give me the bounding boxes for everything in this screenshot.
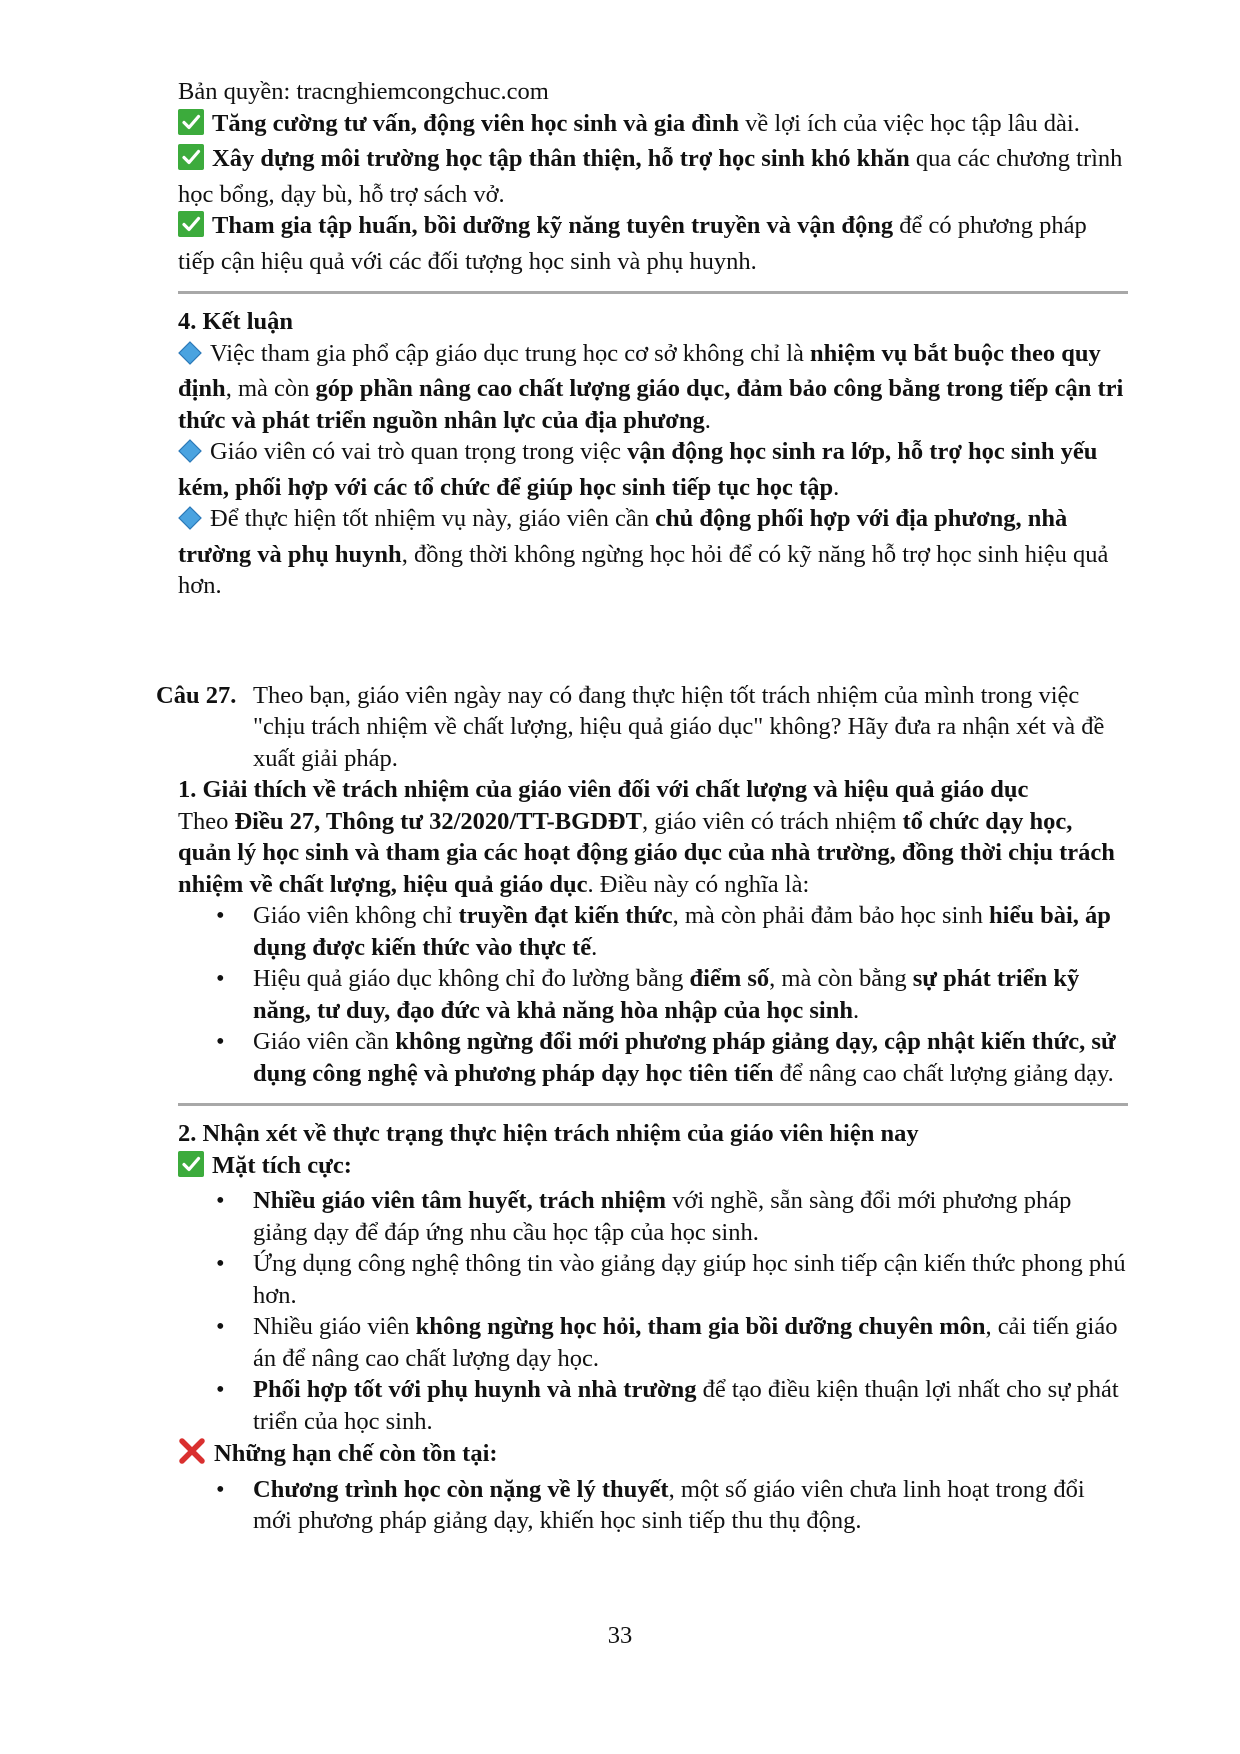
bold-run: Nhiều giáo viên tâm huyết, trách nhiệm: [253, 1187, 667, 1214]
text-run: Giáo viên cần: [253, 1028, 396, 1055]
bold-run: Phối hợp tốt với phụ huynh và nhà trường: [253, 1376, 697, 1403]
diamond-icon: [178, 506, 202, 539]
conclusion-paragraph: [178, 503, 1128, 602]
list-item: [178, 1374, 1128, 1437]
text-run: Việc tham gia phổ cập giáo dục trung học cơ sở không chỉ là: [210, 339, 811, 367]
bold-run: chủ động phối hợp với địa phương, nhà trường và phụ huynh: [178, 505, 1068, 568]
intro-item-text: qua các chương trình học bổng, dạy bù, hỗ trợ sách vở.: [178, 145, 1123, 208]
text-run: với nghề, sẵn sàng đổi mới phương pháp giảng dạy để đáp ứng nhu cầu học tập của học sinh.: [253, 1187, 1072, 1246]
section1-paragraph: [178, 806, 1128, 901]
text-run: để tạo điều kiện thuận lợi nhất cho sự phát triển của học sinh.: [253, 1376, 1119, 1435]
bold-run: góp phần nâng cao chất lượng giáo dục, đảm bảo công bằng trong tiếp cận tri thức và phát triển nguồn nhân lực của địa phương: [178, 375, 1124, 434]
positive-label-text: Mặt tích cực:: [212, 1151, 352, 1179]
text-run: Giáo viên không chỉ: [253, 902, 459, 929]
question-number: Câu 27.: [156, 681, 237, 709]
bold-run: sự phát triển kỹ năng, tư duy, đạo đức và khả năng hòa nhập của học sinh: [253, 965, 1080, 1024]
positive-list: [178, 1185, 1128, 1437]
intro-item-bold: Xây dựng môi trường học tập thân thiện, hỗ trợ học sinh khó khăn: [212, 145, 910, 172]
text-run: , mà còn phải đảm bảo học sinh: [672, 902, 990, 929]
conclusion-paragraph: [178, 338, 1128, 437]
text-run: .: [591, 933, 598, 961]
intro-item: [178, 143, 1128, 210]
list-item: [178, 1311, 1128, 1374]
list-item: [178, 1185, 1128, 1248]
negative-list: [178, 1474, 1128, 1537]
conclusion-heading-text: 4. Kết luận: [178, 308, 294, 335]
bold-run: Chương trình học còn nặng về lý thuyết: [253, 1475, 669, 1503]
bold-run: điểm số: [689, 965, 770, 992]
check-icon: [178, 1151, 204, 1186]
text-run: , mà còn: [225, 375, 316, 402]
text-run: Theo: [178, 807, 235, 835]
question-27: [156, 680, 1128, 775]
text-run: Nhiều giáo viên: [253, 1313, 416, 1340]
cross-icon: [178, 1437, 206, 1474]
list-item: [178, 963, 1128, 1026]
positive-label: [178, 1150, 1128, 1186]
text-run: Hiệu quả giáo dục không chỉ đo lường bằng: [253, 965, 690, 992]
text-run: để nâng cao chất lượng giảng dạy.: [773, 1059, 1114, 1087]
negative-label-text: Những hạn chế còn tồn tại:: [214, 1440, 498, 1467]
horizontal-rule: [178, 291, 1128, 294]
bold-run: Điều 27, Thông tư 32/2020/TT-BGDĐT: [234, 807, 642, 835]
bold-run: không ngừng học hỏi, tham gia bồi dưỡng chuyên môn: [415, 1313, 986, 1340]
intro-item-text: về lợi ích của việc học tập lâu dài.: [739, 109, 1080, 137]
text-run: .: [852, 996, 860, 1024]
text-run: , cải tiến giáo án để nâng cao chất lượng dạy học.: [253, 1313, 1118, 1372]
section1-bullet-list: [178, 900, 1128, 1089]
spacer: [178, 602, 1128, 680]
list-item: [178, 900, 1128, 963]
list-item: [178, 1474, 1128, 1537]
copyright-line: Bản quyền: tracnghiemcongchuc.com: [178, 78, 549, 105]
horizontal-rule: [178, 1103, 1128, 1106]
text-run: , đồng thời không ngừng học hỏi để có kỹ năng hỗ trợ học sinh hiệu quả hơn.: [178, 540, 1109, 599]
section1-heading-text: 1. Giải thích về trách nhiệm của giáo viên đối với chất lượng và hiệu quả giáo dục: [178, 776, 1029, 803]
text-run: .: [833, 473, 840, 501]
section1-heading: [178, 774, 1128, 806]
intro-item: [178, 210, 1128, 277]
intro-item-bold: Tăng cường tư vấn, động viên học sinh và gia đình: [212, 109, 739, 137]
page-number: 33: [607, 1622, 633, 1649]
negative-label: [178, 1437, 1128, 1474]
text-run: Ứng dụng công nghệ thông tin vào giảng dạy giúp học sinh tiếp cận kiến thức phong phú hơn.: [253, 1250, 1126, 1309]
section2-heading: [178, 1118, 1128, 1150]
bold-run: nhiệm vụ bắt buộc theo quy định: [178, 339, 1101, 402]
text-run: . Điều này có nghĩa là:: [587, 870, 810, 898]
section2-heading-text: 2. Nhận xét về thực trạng thực hiện trách nhiệm của giáo viên hiện nay: [178, 1120, 919, 1147]
text-run: Để thực hiện tốt nhiệm vụ này, giáo viên cần: [210, 505, 656, 532]
question-text: Theo bạn, giáo viên ngày nay có đang thực hiện tốt trách nhiệm của mình trong việc "chịu trách nhiệm về chất lượng, hiệu quả giáo dục" không? Hãy đưa ra nhận xét và đề xuất giải pháp.: [253, 681, 1105, 772]
conclusion-heading: [178, 306, 1128, 338]
intro-item-text: để có phương pháp tiếp cận hiệu quả với các đối tượng học sinh và phụ huynh.: [178, 212, 1087, 275]
bold-run: vận động học sinh ra lớp, hỗ trợ học sinh yếu kém, phối hợp với các tổ chức để giúp học sinh tiếp tục học tập: [178, 438, 1098, 501]
text-run: , mà còn bằng: [769, 965, 913, 992]
bold-run: truyền đạt kiến thức: [458, 902, 673, 929]
text-run: , một số giáo viên chưa linh hoạt trong đổi mới phương pháp giảng dạy, khiến học sinh tiếp thu thụ động.: [253, 1475, 1085, 1534]
text-run: , giáo viên có trách nhiệm: [641, 807, 903, 835]
intro-item-bold: Tham gia tập huấn, bồi dưỡng kỹ năng tuyên truyền và vận động: [212, 212, 894, 239]
conclusion-paragraph: [178, 436, 1128, 503]
check-icon: [178, 144, 204, 179]
page-content: [156, 76, 1128, 1537]
intro-item: [178, 108, 1128, 144]
bold-run: không ngừng đổi mới phương pháp giảng dạy, cập nhật kiến thức, sử dụng công nghệ và phương pháp dạy học tiên tiến: [253, 1028, 1116, 1087]
text-run: .: [704, 406, 711, 434]
bold-run: tổ chức dạy học, quản lý học sinh và tham gia các hoạt động giáo dục của nhà trường, đồng thời chịu trách nhiệm về chất lượng, hiệu quả giáo dục: [178, 807, 1115, 898]
diamond-icon: [178, 341, 202, 374]
check-icon: [178, 211, 204, 246]
bold-run: hiểu bài, áp dụng được kiến thức vào thực tế: [253, 902, 1111, 961]
text-run: Giáo viên có vai trò quan trọng trong việc: [210, 438, 628, 465]
check-icon: [178, 109, 204, 144]
diamond-icon: [178, 439, 202, 472]
list-item: [178, 1248, 1128, 1311]
list-item: [178, 1026, 1128, 1089]
